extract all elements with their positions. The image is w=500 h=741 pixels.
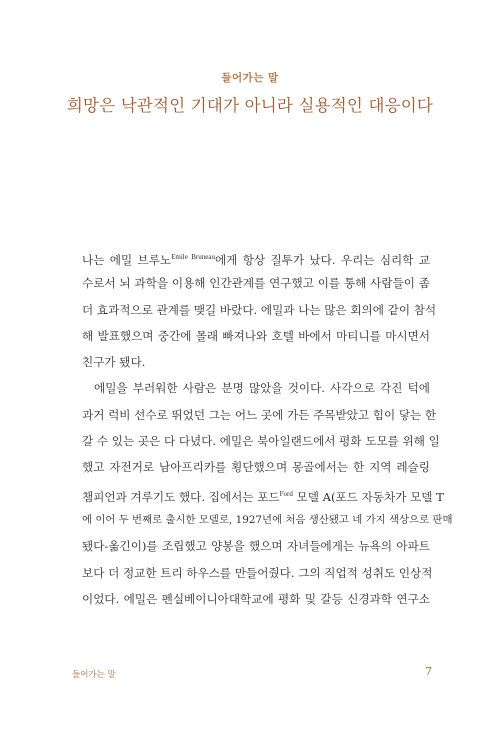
original-name-annotation: Emile Bruneau [171, 253, 215, 261]
text-line: 더 효과적으로 관계를 맺길 바랐다. 에밀과 나는 많은 회의에 같이 참석 [82, 302, 437, 317]
page-number: 7 [425, 665, 432, 678]
text-line: 갈 수 있는 곳은 다 다녔다. 에밀은 북아일랜드에서 평화 도모를 위해 일 [82, 434, 440, 449]
text-line: 이었다. 에밀은 펜실베이니아대학교에 평화 및 갈등 신경과학 연구소 [82, 591, 430, 606]
text-line-segment: 나는 에밀 브루노 [82, 253, 172, 267]
paragraph-1 [82, 244, 437, 375]
original-name-annotation: Ford [279, 489, 293, 498]
section-label: 들어가는 말 [221, 72, 279, 84]
paragraph-2 [82, 375, 453, 612]
translator-note-line: 에 이어 두 번째로 출시한 모델로, 1927년에 처음 생산됐고 네 가지 색상으로 판매 [82, 513, 453, 526]
text-line: 했고 자전거로 남아프리카를 횡단했으며 몽골에서는 한 지역 레슬링 [82, 460, 430, 475]
text-line: 보다 더 정교한 트리 하우스를 만들어줬다. 그의 직업적 성취도 인상적 [82, 565, 433, 580]
text-line-segment: 챔피언과 겨루기도 했다. 집에서는 포드 [82, 489, 280, 504]
text-line: 에밀을 부러워한 사람은 분명 많았을 것이다. 사각으로 각진 턱에 [94, 381, 430, 396]
text-line: 친구가 됐다. [82, 355, 146, 370]
text-line [82, 244, 430, 270]
text-line: 해 발표했으며 중간에 몰래 빠져나와 호텔 바에서 마티니를 마시면서 [82, 328, 430, 343]
text-line [82, 481, 444, 507]
text-line: 수로서 뇌 과학을 이용해 인간관계를 연구했고 이를 통해 사람들이 좀 [82, 276, 430, 291]
footer-section-label: 들어가는 말 [72, 670, 116, 680]
body-text [82, 244, 453, 612]
text-line-segment: 모델 A(포드 자동차가 모델 T [292, 489, 444, 504]
chapter-title: 희망은 낙관적인 기대가 아니라 실용적인 대응이다 [66, 96, 434, 115]
text-line-segment: 에게 항상 질투가 났다. 우리는 심리학 교 [214, 253, 430, 267]
text-line: 됐다-옮긴이)를 조립했고 양봉을 했으며 자녀들에게는 뉴욕의 아파트 [82, 539, 430, 554]
text-line: 과거 럭비 선수로 뛰었던 그는 어느 곳에 가든 주목받았고 힘이 닿는 한 [82, 407, 437, 422]
